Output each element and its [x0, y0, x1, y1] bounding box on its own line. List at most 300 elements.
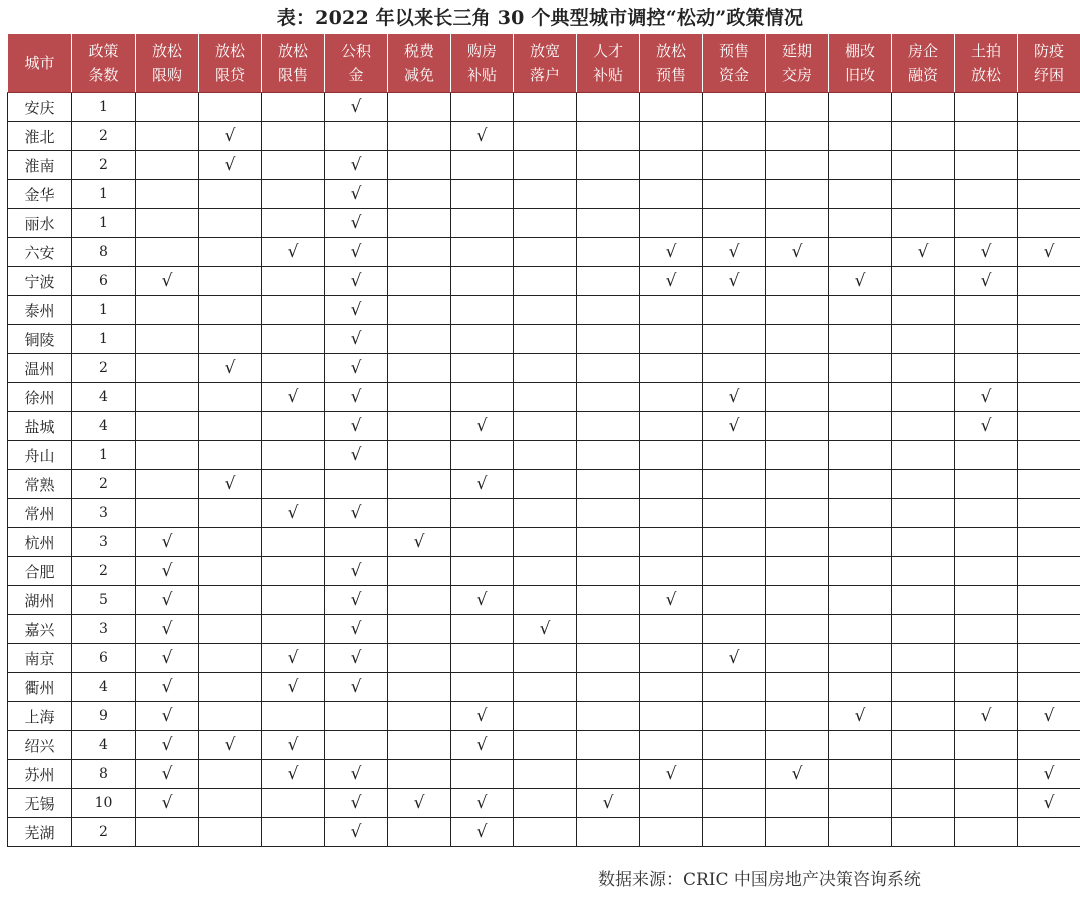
empty-cell [577, 499, 640, 528]
empty-cell [829, 122, 892, 151]
column-header [829, 34, 892, 93]
empty-cell [640, 557, 703, 586]
empty-cell [514, 702, 577, 731]
empty-cell [892, 557, 955, 586]
empty-cell [262, 557, 325, 586]
empty-cell [136, 151, 199, 180]
empty-cell [703, 673, 766, 702]
empty-cell [640, 818, 703, 847]
empty-cell [325, 122, 388, 151]
column-header [451, 34, 514, 93]
empty-cell [577, 93, 640, 122]
check-mark-cell: √ [892, 238, 955, 267]
table-row [8, 296, 1080, 325]
empty-cell [199, 586, 262, 615]
policy-count-cell: 8 [72, 238, 136, 267]
empty-cell [199, 499, 262, 528]
city-cell: 温州 [8, 354, 72, 383]
empty-cell [892, 180, 955, 209]
empty-cell [514, 760, 577, 789]
empty-cell [514, 122, 577, 151]
empty-cell [640, 702, 703, 731]
city-cell: 金华 [8, 180, 72, 209]
empty-cell [388, 180, 451, 209]
policy-count-cell: 2 [72, 818, 136, 847]
empty-cell [829, 557, 892, 586]
policy-count-cell: 5 [72, 586, 136, 615]
empty-cell [577, 557, 640, 586]
empty-cell [955, 325, 1018, 354]
column-header-line: 放松 [970, 66, 1001, 84]
column-header [1018, 34, 1080, 93]
check-mark-cell: √ [199, 122, 262, 151]
column-header [640, 34, 703, 93]
empty-cell [451, 673, 514, 702]
empty-cell [1018, 615, 1080, 644]
empty-cell [766, 93, 829, 122]
empty-cell [892, 615, 955, 644]
column-header [892, 34, 955, 93]
check-mark-cell: √ [325, 383, 388, 412]
empty-cell [199, 760, 262, 789]
check-mark-cell: √ [955, 267, 1018, 296]
empty-cell [388, 267, 451, 296]
table-row [8, 209, 1080, 238]
empty-cell [577, 644, 640, 673]
city-cell: 嘉兴 [8, 615, 72, 644]
empty-cell [892, 267, 955, 296]
column-header [703, 34, 766, 93]
policy-count-cell: 8 [72, 760, 136, 789]
check-mark-cell: √ [766, 760, 829, 789]
empty-cell [451, 296, 514, 325]
column-header-line: 纾困 [1033, 66, 1064, 84]
empty-cell [577, 296, 640, 325]
column-header-line: 补贴 [592, 66, 623, 84]
empty-cell [199, 789, 262, 818]
empty-cell [703, 789, 766, 818]
check-mark-cell: √ [199, 151, 262, 180]
check-mark-cell: √ [1018, 238, 1080, 267]
empty-cell [514, 557, 577, 586]
empty-cell [451, 760, 514, 789]
empty-cell [766, 151, 829, 180]
empty-cell [955, 615, 1018, 644]
check-mark-cell: √ [577, 789, 640, 818]
table-title: 表：2022 年以来长三角 30 个典型城市调控“松动”政策情况 [276, 7, 804, 29]
empty-cell [955, 296, 1018, 325]
column-header-line: 预售 [655, 66, 686, 84]
column-header [72, 34, 136, 93]
column-header-line: 税费 [403, 42, 434, 60]
table-row [8, 644, 1080, 673]
check-mark-cell: √ [829, 702, 892, 731]
empty-cell [1018, 528, 1080, 557]
empty-cell [703, 93, 766, 122]
empty-cell [136, 209, 199, 238]
check-mark-cell: √ [640, 586, 703, 615]
column-header [136, 34, 199, 93]
column-header [8, 34, 72, 93]
table-row [8, 383, 1080, 412]
empty-cell [136, 122, 199, 151]
empty-cell [577, 702, 640, 731]
city-cell: 宁波 [8, 267, 72, 296]
empty-cell [577, 731, 640, 760]
empty-cell [514, 789, 577, 818]
table-row [8, 470, 1080, 499]
empty-cell [640, 789, 703, 818]
empty-cell [262, 209, 325, 238]
check-mark-cell: √ [136, 644, 199, 673]
empty-cell [766, 528, 829, 557]
empty-cell [199, 557, 262, 586]
check-mark-cell: √ [325, 325, 388, 354]
policy-count-cell: 3 [72, 499, 136, 528]
empty-cell [892, 296, 955, 325]
empty-cell [262, 586, 325, 615]
empty-cell [451, 528, 514, 557]
empty-cell [199, 702, 262, 731]
empty-cell [892, 93, 955, 122]
empty-cell [955, 789, 1018, 818]
city-cell: 常州 [8, 499, 72, 528]
check-mark-cell: √ [640, 267, 703, 296]
empty-cell [703, 441, 766, 470]
empty-cell [955, 673, 1018, 702]
empty-cell [199, 818, 262, 847]
empty-cell [514, 528, 577, 557]
check-mark-cell: √ [136, 557, 199, 586]
empty-cell [577, 470, 640, 499]
empty-cell [388, 383, 451, 412]
empty-cell [829, 412, 892, 441]
empty-cell [640, 296, 703, 325]
policy-count-cell: 6 [72, 644, 136, 673]
policy-count-cell: 2 [72, 470, 136, 499]
empty-cell [766, 383, 829, 412]
policy-count-cell: 3 [72, 615, 136, 644]
empty-cell [892, 122, 955, 151]
check-mark-cell: √ [262, 238, 325, 267]
city-cell: 无锡 [8, 789, 72, 818]
empty-cell [388, 818, 451, 847]
empty-cell [514, 180, 577, 209]
city-cell: 淮北 [8, 122, 72, 151]
column-header-line: 限贷 [214, 66, 245, 84]
city-cell: 徐州 [8, 383, 72, 412]
empty-cell [514, 238, 577, 267]
empty-cell [766, 673, 829, 702]
city-cell: 合肥 [8, 557, 72, 586]
empty-cell [514, 673, 577, 702]
source-note: 数据来源：CRIC 中国房地产决策咨询系统 [598, 870, 921, 890]
city-cell: 南京 [8, 644, 72, 673]
table-row [8, 818, 1080, 847]
empty-cell [262, 615, 325, 644]
empty-cell [577, 673, 640, 702]
empty-cell [766, 209, 829, 238]
empty-cell [1018, 383, 1080, 412]
policy-count-cell: 4 [72, 731, 136, 760]
empty-cell [136, 383, 199, 412]
empty-cell [388, 673, 451, 702]
empty-cell [1018, 209, 1080, 238]
city-cell: 上海 [8, 702, 72, 731]
city-cell: 芜湖 [8, 818, 72, 847]
check-mark-cell: √ [955, 702, 1018, 731]
empty-cell [262, 93, 325, 122]
policy-count-cell: 1 [72, 441, 136, 470]
empty-cell [514, 267, 577, 296]
empty-cell [892, 789, 955, 818]
empty-cell [136, 296, 199, 325]
empty-cell [1018, 499, 1080, 528]
empty-cell [640, 151, 703, 180]
header-row [8, 34, 1080, 93]
check-mark-cell: √ [199, 470, 262, 499]
check-mark-cell: √ [325, 644, 388, 673]
empty-cell [514, 412, 577, 441]
empty-cell [577, 383, 640, 412]
empty-cell [451, 354, 514, 383]
empty-cell [955, 209, 1018, 238]
check-mark-cell: √ [955, 238, 1018, 267]
empty-cell [388, 441, 451, 470]
check-mark-cell: √ [325, 412, 388, 441]
empty-cell [892, 586, 955, 615]
empty-cell [829, 354, 892, 383]
empty-cell [199, 325, 262, 354]
empty-cell [892, 209, 955, 238]
empty-cell [199, 296, 262, 325]
empty-cell [388, 122, 451, 151]
check-mark-cell: √ [703, 644, 766, 673]
check-mark-cell: √ [325, 789, 388, 818]
check-mark-cell: √ [262, 760, 325, 789]
policy-count-cell: 1 [72, 93, 136, 122]
table-row [8, 499, 1080, 528]
check-mark-cell: √ [136, 267, 199, 296]
check-mark-cell: √ [451, 702, 514, 731]
city-cell: 湖州 [8, 586, 72, 615]
empty-cell [388, 731, 451, 760]
empty-cell [577, 180, 640, 209]
table-row [8, 122, 1080, 151]
empty-cell [577, 325, 640, 354]
empty-cell [703, 818, 766, 847]
empty-cell [892, 528, 955, 557]
check-mark-cell: √ [262, 644, 325, 673]
policy-count-cell: 9 [72, 702, 136, 731]
check-mark-cell: √ [136, 586, 199, 615]
column-header-line: 购房 [466, 42, 497, 60]
empty-cell [136, 441, 199, 470]
empty-cell [514, 499, 577, 528]
empty-cell [199, 383, 262, 412]
column-header-line: 棚改 [844, 42, 875, 60]
table-row [8, 151, 1080, 180]
empty-cell [577, 412, 640, 441]
check-mark-cell: √ [514, 615, 577, 644]
city-cell: 泰州 [8, 296, 72, 325]
check-mark-cell: √ [325, 818, 388, 847]
city-cell: 丽水 [8, 209, 72, 238]
table-body [8, 93, 1080, 847]
empty-cell [451, 441, 514, 470]
empty-cell [892, 644, 955, 673]
empty-cell [514, 93, 577, 122]
table-row [8, 180, 1080, 209]
empty-cell [955, 354, 1018, 383]
empty-cell [262, 528, 325, 557]
check-mark-cell: √ [451, 818, 514, 847]
empty-cell [325, 528, 388, 557]
empty-cell [955, 644, 1018, 673]
empty-cell [1018, 586, 1080, 615]
empty-cell [955, 151, 1018, 180]
empty-cell [829, 209, 892, 238]
empty-cell [703, 325, 766, 354]
empty-cell [829, 180, 892, 209]
table-row [8, 441, 1080, 470]
policy-count-cell: 2 [72, 354, 136, 383]
table-row [8, 586, 1080, 615]
empty-cell [388, 557, 451, 586]
column-header-line: 房企 [907, 42, 938, 60]
column-header-line: 金 [348, 66, 364, 84]
column-header-line: 预售 [718, 42, 749, 60]
column-header-line: 落户 [529, 66, 560, 84]
check-mark-cell: √ [136, 673, 199, 702]
empty-cell [388, 470, 451, 499]
column-header [577, 34, 640, 93]
empty-cell [514, 151, 577, 180]
empty-cell [577, 586, 640, 615]
empty-cell [892, 441, 955, 470]
policy-count-cell: 2 [72, 122, 136, 151]
policy-count-cell: 2 [72, 557, 136, 586]
empty-cell [451, 383, 514, 412]
empty-cell [577, 151, 640, 180]
empty-cell [640, 441, 703, 470]
empty-cell [703, 731, 766, 760]
empty-cell [262, 702, 325, 731]
city-cell: 舟山 [8, 441, 72, 470]
empty-cell [892, 325, 955, 354]
city-cell: 盐城 [8, 412, 72, 441]
empty-cell [262, 325, 325, 354]
empty-cell [640, 93, 703, 122]
empty-cell [388, 499, 451, 528]
check-mark-cell: √ [703, 238, 766, 267]
check-mark-cell: √ [136, 789, 199, 818]
empty-cell [136, 412, 199, 441]
empty-cell [703, 586, 766, 615]
column-header-line: 城市 [24, 54, 55, 72]
table-row [8, 325, 1080, 354]
check-mark-cell: √ [703, 267, 766, 296]
empty-cell [451, 499, 514, 528]
empty-cell [703, 615, 766, 644]
empty-cell [577, 615, 640, 644]
policy-count-cell: 1 [72, 325, 136, 354]
empty-cell [451, 238, 514, 267]
policy-count-cell: 3 [72, 528, 136, 557]
check-mark-cell: √ [451, 586, 514, 615]
column-header [388, 34, 451, 93]
empty-cell [136, 818, 199, 847]
empty-cell [1018, 644, 1080, 673]
empty-cell [955, 93, 1018, 122]
empty-cell [703, 557, 766, 586]
check-mark-cell: √ [388, 528, 451, 557]
check-mark-cell: √ [136, 528, 199, 557]
empty-cell [262, 296, 325, 325]
column-header-line: 融资 [907, 66, 938, 84]
empty-cell [577, 209, 640, 238]
empty-cell [640, 122, 703, 151]
table-row [8, 238, 1080, 267]
column-header [766, 34, 829, 93]
empty-cell [388, 93, 451, 122]
empty-cell [514, 644, 577, 673]
column-header [955, 34, 1018, 93]
empty-cell [766, 267, 829, 296]
empty-cell [955, 731, 1018, 760]
empty-cell [1018, 673, 1080, 702]
policy-count-cell: 1 [72, 296, 136, 325]
empty-cell [1018, 441, 1080, 470]
empty-cell [514, 818, 577, 847]
city-cell: 杭州 [8, 528, 72, 557]
empty-cell [136, 354, 199, 383]
empty-cell [640, 180, 703, 209]
check-mark-cell: √ [1018, 760, 1080, 789]
empty-cell [640, 383, 703, 412]
empty-cell [892, 673, 955, 702]
column-header-line: 旧改 [844, 66, 875, 84]
empty-cell [829, 731, 892, 760]
check-mark-cell: √ [199, 354, 262, 383]
table-row [8, 702, 1080, 731]
empty-cell [262, 412, 325, 441]
empty-cell [703, 180, 766, 209]
empty-cell [577, 354, 640, 383]
city-cell: 六安 [8, 238, 72, 267]
empty-cell [955, 760, 1018, 789]
empty-cell [955, 499, 1018, 528]
column-header [514, 34, 577, 93]
empty-cell [892, 151, 955, 180]
check-mark-cell: √ [325, 151, 388, 180]
check-mark-cell: √ [1018, 789, 1080, 818]
empty-cell [262, 789, 325, 818]
empty-cell [892, 760, 955, 789]
empty-cell [136, 325, 199, 354]
empty-cell [1018, 731, 1080, 760]
empty-cell [388, 238, 451, 267]
empty-cell [262, 354, 325, 383]
table-row [8, 267, 1080, 296]
city-cell: 衢州 [8, 673, 72, 702]
empty-cell [514, 441, 577, 470]
check-mark-cell: √ [325, 760, 388, 789]
empty-cell [766, 325, 829, 354]
empty-cell [955, 180, 1018, 209]
empty-cell [892, 818, 955, 847]
empty-cell [1018, 325, 1080, 354]
